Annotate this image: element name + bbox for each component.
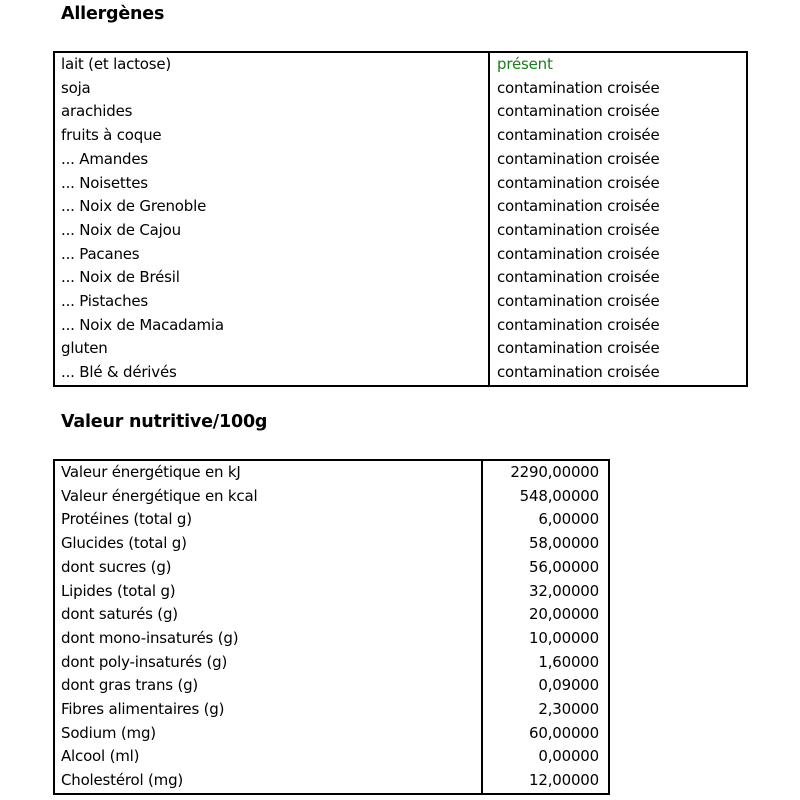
nutrition-row xyxy=(54,674,609,698)
allergen-row xyxy=(54,243,747,267)
allergen-row xyxy=(54,148,747,172)
nutrient-name: Valeur énergétique en kcal xyxy=(54,485,482,509)
nutrition-row xyxy=(54,508,609,532)
nutrient-value: 548,00000 xyxy=(519,486,599,505)
nutrient-value: 56,00000 xyxy=(529,557,599,576)
nutrition-table xyxy=(53,459,610,795)
allergen-name: lait (et lactose) xyxy=(54,52,489,77)
nutrition-row xyxy=(54,485,609,509)
allergen-row xyxy=(54,337,747,361)
allergen-status: contamination croisée xyxy=(497,363,660,382)
nutrient-name: dont sucres (g) xyxy=(54,556,482,580)
allergen-status: contamination croisée xyxy=(497,126,660,145)
nutrient-value: 1,60000 xyxy=(538,652,599,671)
allergen-row xyxy=(54,361,747,386)
nutrition-row xyxy=(54,580,609,604)
allergen-status: contamination croisée xyxy=(497,244,660,263)
allergen-name: ... Noix de Cajou xyxy=(54,219,489,243)
nutrition-row xyxy=(54,722,609,746)
nutrient-name: dont gras trans (g) xyxy=(54,674,482,698)
nutrient-value: 6,00000 xyxy=(538,510,599,529)
allergen-name: ... Noisettes xyxy=(54,172,489,196)
allergen-name: ... Noix de Grenoble xyxy=(54,195,489,219)
nutrition-row xyxy=(54,460,609,485)
allergen-name: fruits à coque xyxy=(54,124,489,148)
nutrition-heading: Valeur nutritive/100g xyxy=(61,412,268,432)
allergen-name: gluten xyxy=(54,337,489,361)
allergen-status: contamination croisée xyxy=(497,268,660,287)
allergen-row xyxy=(54,290,747,314)
nutrient-value: 10,00000 xyxy=(529,628,599,647)
nutrient-name: Alcool (ml) xyxy=(54,745,482,769)
nutrient-value: 60,00000 xyxy=(529,723,599,742)
nutrient-value: 2290,00000 xyxy=(510,463,599,481)
nutrition-row xyxy=(54,627,609,651)
nutrient-name: Cholestérol (mg) xyxy=(54,769,482,794)
nutrient-value: 12,00000 xyxy=(529,771,599,790)
allergen-status: présent xyxy=(497,55,553,73)
allergen-name: arachides xyxy=(54,100,489,124)
allergen-name: ... Pacanes xyxy=(54,243,489,267)
allergen-row xyxy=(54,219,747,243)
allergen-status: contamination croisée xyxy=(497,78,660,97)
allergens-heading: Allergènes xyxy=(61,4,165,24)
allergen-status: contamination croisée xyxy=(497,173,660,192)
allergen-name: ... Blé & dérivés xyxy=(54,361,489,386)
nutrient-value: 58,00000 xyxy=(529,534,599,553)
nutrient-value: 32,00000 xyxy=(529,581,599,600)
allergen-status: contamination croisée xyxy=(497,197,660,216)
allergen-status: contamination croisée xyxy=(497,220,660,239)
nutrient-name: Valeur énergétique en kJ xyxy=(54,460,482,485)
nutrition-row xyxy=(54,532,609,556)
nutrient-name: Sodium (mg) xyxy=(54,722,482,746)
allergen-status: contamination croisée xyxy=(497,315,660,334)
nutrient-value: 0,00000 xyxy=(538,747,599,766)
nutrition-row xyxy=(54,651,609,675)
allergen-name: ... Noix de Macadamia xyxy=(54,314,489,338)
nutrient-name: dont poly-insaturés (g) xyxy=(54,651,482,675)
nutrient-name: dont saturés (g) xyxy=(54,603,482,627)
nutrient-name: Fibres alimentaires (g) xyxy=(54,698,482,722)
allergen-name: soja xyxy=(54,77,489,101)
allergen-status: contamination croisée xyxy=(497,292,660,311)
nutrient-name: Glucides (total g) xyxy=(54,532,482,556)
allergen-name: ... Amandes xyxy=(54,148,489,172)
nutrition-row xyxy=(54,769,609,794)
allergen-row xyxy=(54,195,747,219)
nutrition-row xyxy=(54,745,609,769)
allergen-row xyxy=(54,77,747,101)
nutrition-row xyxy=(54,603,609,627)
allergen-status: contamination croisée xyxy=(497,339,660,358)
nutrition-row xyxy=(54,556,609,580)
allergen-row xyxy=(54,124,747,148)
nutrient-value: 20,00000 xyxy=(529,605,599,624)
allergen-row xyxy=(54,172,747,196)
allergen-name: ... Pistaches xyxy=(54,290,489,314)
allergen-name: ... Noix de Brésil xyxy=(54,266,489,290)
allergen-status: contamination croisée xyxy=(497,149,660,168)
nutrient-value: 2,30000 xyxy=(538,700,599,719)
allergen-status: contamination croisée xyxy=(497,102,660,121)
nutrient-name: Protéines (total g) xyxy=(54,508,482,532)
nutrient-value: 0,09000 xyxy=(538,676,599,695)
nutrient-name: dont mono-insaturés (g) xyxy=(54,627,482,651)
allergen-row xyxy=(54,314,747,338)
allergens-table xyxy=(53,51,748,387)
allergen-row xyxy=(54,100,747,124)
nutrient-name: Lipides (total g) xyxy=(54,580,482,604)
allergen-row xyxy=(54,266,747,290)
allergen-row xyxy=(54,52,747,77)
nutrition-row xyxy=(54,698,609,722)
